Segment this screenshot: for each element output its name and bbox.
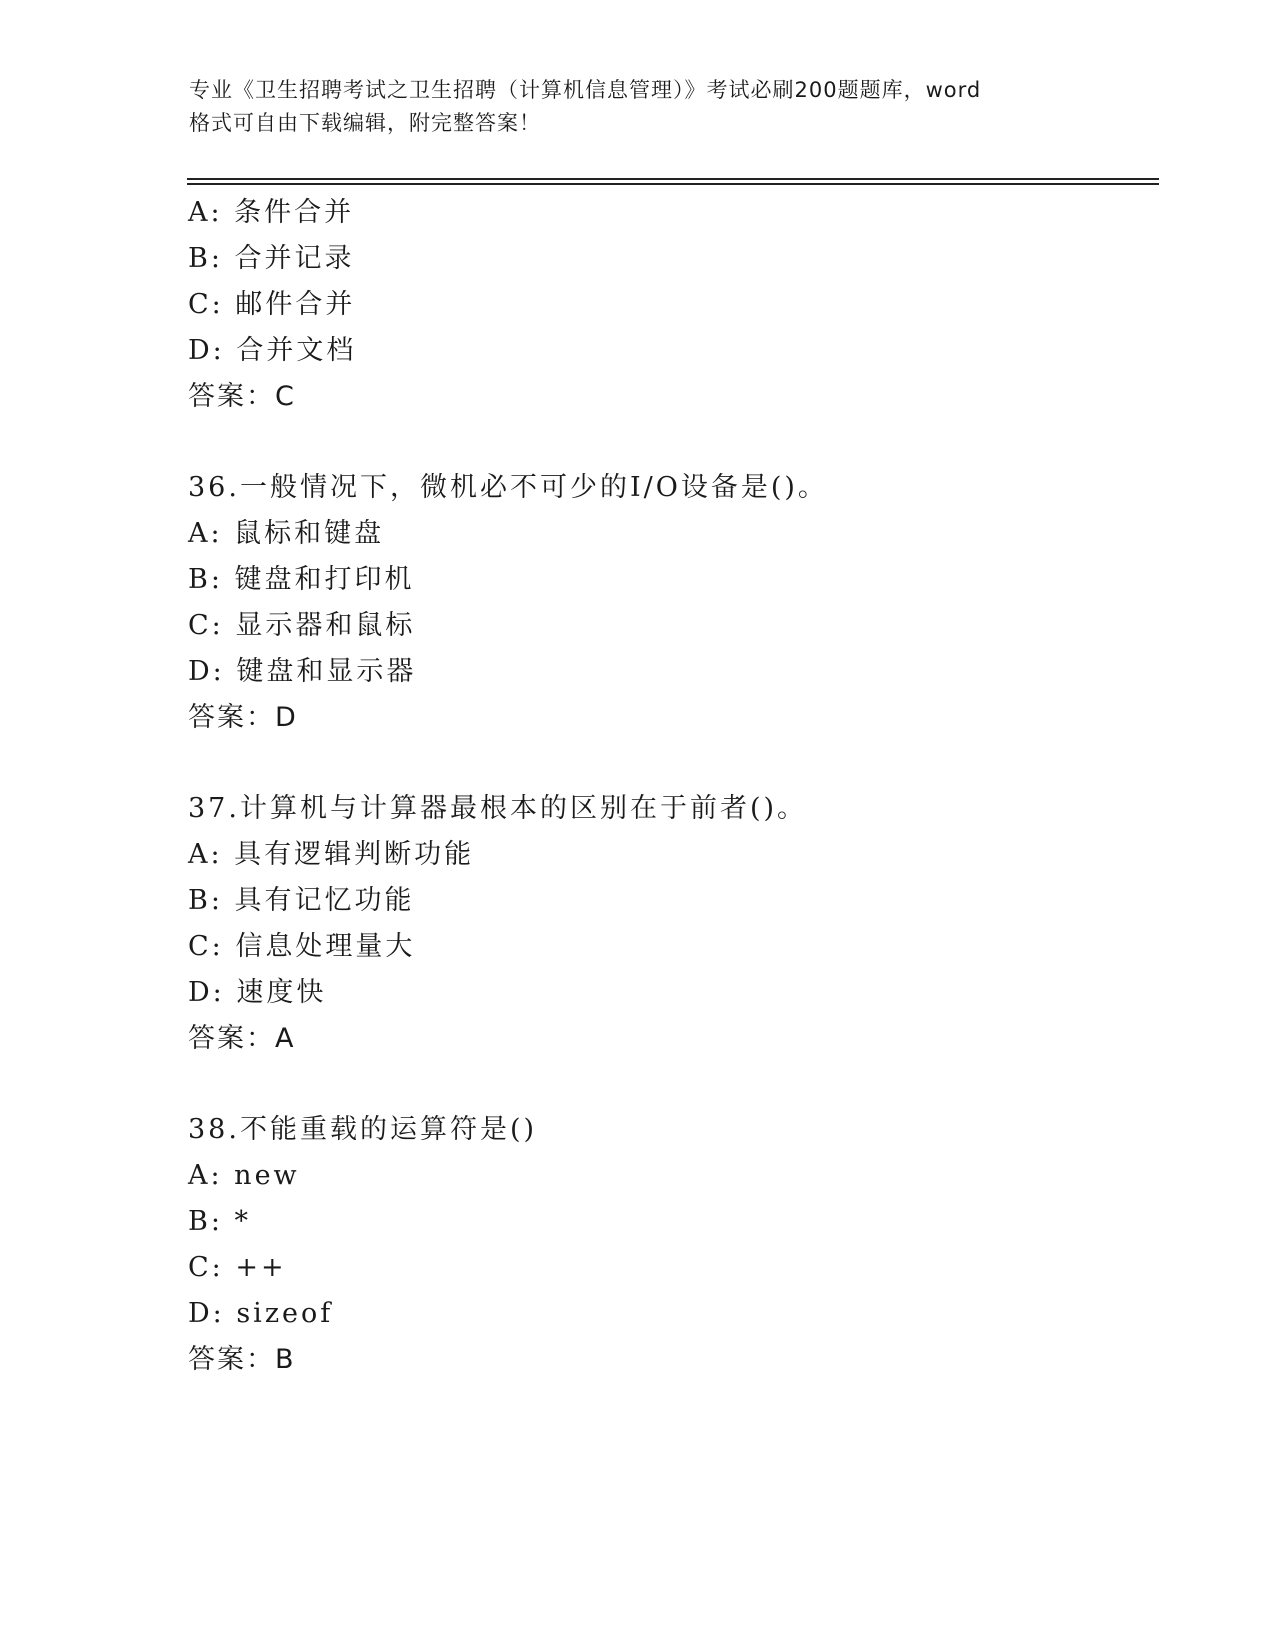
question-text: 37.计算机与计算器最根本的区别在于前者()。 [188, 793, 808, 824]
option-b: B: 具有记忆功能 [188, 885, 415, 916]
question-38-block [188, 1107, 1168, 1383]
option-c: C: 显示器和鼠标 [188, 610, 416, 641]
option-b: B: 键盘和打印机 [188, 564, 415, 595]
option-a: A: 鼠标和键盘 [188, 518, 385, 549]
option-a: A: 具有逻辑判断功能 [188, 839, 475, 870]
option-d: D: sizeof [188, 1298, 334, 1329]
question-text: 38.不能重载的运算符是() [188, 1114, 538, 1145]
option-b: B: 合并记录 [188, 243, 355, 274]
question-36-block [188, 465, 1168, 741]
option-d: D: 速度快 [188, 977, 327, 1008]
answer-line: 答案：A [188, 1023, 296, 1054]
option-d: D: 键盘和显示器 [188, 656, 417, 687]
option-c: C: 信息处理量大 [188, 931, 416, 962]
option-b: B: * [188, 1206, 252, 1237]
question-list [188, 190, 1168, 1383]
header-divider-top [187, 178, 1159, 180]
option-a: A: 条件合并 [188, 197, 355, 228]
option-c: C: ++ [188, 1252, 287, 1283]
document-title-line-1: 专业《卫生招聘考试之卫生招聘（计算机信息管理）》考试必刷200题题库，word [189, 78, 982, 102]
option-a: A: new [188, 1160, 300, 1191]
question-text: 36.一般情况下，微机必不可少的I/O设备是()。 [188, 472, 828, 503]
document-title [189, 74, 1089, 140]
question-35-block [188, 190, 1168, 420]
answer-line: 答案：B [188, 1344, 296, 1375]
header-divider-bottom [187, 183, 1159, 185]
document-title-line-2: 格式可自由下载编辑，附完整答案！ [189, 111, 541, 135]
option-d: D: 合并文档 [188, 335, 357, 366]
question-37-block [188, 786, 1168, 1062]
answer-line: 答案：D [188, 702, 298, 733]
answer-line: 答案：C [188, 381, 296, 412]
option-c: C: 邮件合并 [188, 289, 356, 320]
